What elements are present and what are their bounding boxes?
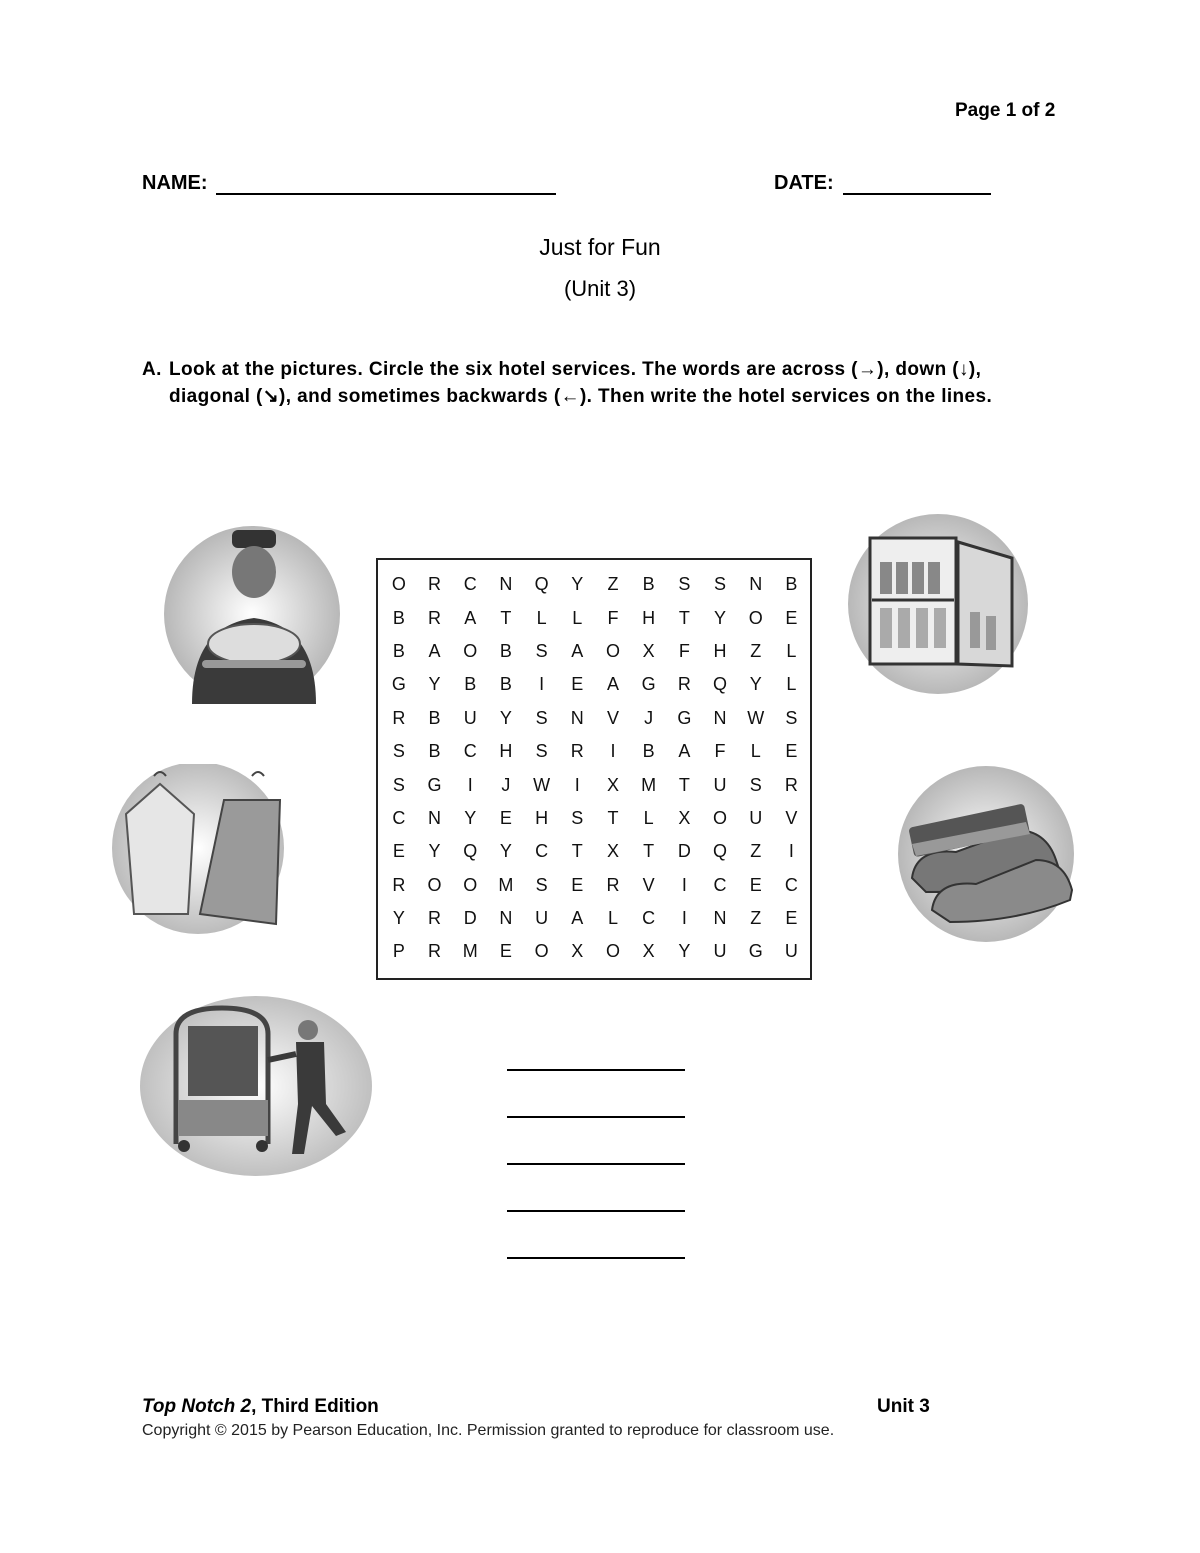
grid-letter[interactable]: U <box>463 707 477 728</box>
grid-letter[interactable]: A <box>428 640 441 661</box>
grid-row <box>381 702 809 735</box>
grid-letter[interactable]: V <box>785 807 798 828</box>
grid-letter[interactable]: M <box>498 874 514 895</box>
grid-letter[interactable]: E <box>749 874 762 895</box>
grid-letter[interactable]: T <box>678 774 690 795</box>
grid-letter[interactable]: S <box>392 774 405 795</box>
grid-letter[interactable]: Y <box>499 707 512 728</box>
footer-book-title <box>142 1396 379 1418</box>
grid-letter[interactable]: L <box>536 607 547 628</box>
grid-letter[interactable]: Z <box>607 574 619 595</box>
grid-letter[interactable]: Y <box>392 908 405 929</box>
grid-letter[interactable]: I <box>681 908 687 929</box>
grid-letter[interactable]: Q <box>713 674 728 695</box>
grid-row <box>381 601 809 634</box>
grid-letter[interactable]: L <box>750 741 761 762</box>
grid-letter[interactable]: X <box>678 807 691 828</box>
grid-letter[interactable]: C <box>535 841 549 862</box>
grid-letter[interactable]: B <box>642 574 655 595</box>
word-search-table <box>381 568 809 969</box>
name-label: NAME: <box>142 172 208 194</box>
grid-letter[interactable]: W <box>747 707 765 728</box>
grid-letter[interactable]: I <box>610 741 616 762</box>
grid-letter[interactable]: Y <box>571 574 584 595</box>
grid-letter[interactable]: G <box>748 941 763 962</box>
grid-letter[interactable]: X <box>606 841 619 862</box>
grid-letter[interactable]: E <box>785 607 798 628</box>
grid-letter[interactable]: T <box>678 607 690 628</box>
grid-letter[interactable]: H <box>499 741 513 762</box>
grid-letter[interactable]: S <box>535 741 548 762</box>
grid-letter[interactable]: R <box>677 674 691 695</box>
grid-letter[interactable]: V <box>606 707 619 728</box>
grid-letter[interactable]: G <box>427 774 442 795</box>
grid-letter[interactable]: U <box>784 941 798 962</box>
grid-letter[interactable]: E <box>571 874 584 895</box>
grid-letter[interactable]: U <box>749 807 763 828</box>
grid-letter[interactable]: J <box>644 707 654 728</box>
grid-letter[interactable]: B <box>392 640 405 661</box>
grid-letter[interactable]: F <box>714 741 726 762</box>
grid-row <box>381 802 809 835</box>
book-edition: , Third Edition <box>251 1396 379 1417</box>
grid-letter[interactable]: A <box>464 607 477 628</box>
grid-letter[interactable]: S <box>571 807 584 828</box>
grid-letter[interactable]: L <box>607 908 618 929</box>
grid-letter[interactable]: N <box>499 908 513 929</box>
grid-letter[interactable]: X <box>571 941 584 962</box>
bellhop-with-tray-icon <box>162 526 348 704</box>
grid-letter[interactable]: B <box>428 741 441 762</box>
grid-row <box>381 902 809 935</box>
grid-letter[interactable]: S <box>678 574 691 595</box>
grid-row <box>381 568 809 601</box>
grid-letter[interactable]: T <box>643 841 655 862</box>
grid-letter[interactable]: G <box>641 674 656 695</box>
grid-letter[interactable]: I <box>681 874 687 895</box>
grid-letter[interactable]: L <box>786 640 797 661</box>
grid-letter[interactable]: N <box>713 707 727 728</box>
grid-letter[interactable]: O <box>605 640 620 661</box>
grid-letter[interactable]: G <box>391 674 406 695</box>
grid-letter[interactable]: L <box>643 807 654 828</box>
grid-letter[interactable]: L <box>572 607 583 628</box>
grid-letter[interactable]: L <box>786 674 797 695</box>
grid-letter[interactable]: Y <box>678 941 691 962</box>
grid-letter[interactable]: S <box>392 741 405 762</box>
grid-letter[interactable]: Y <box>749 674 762 695</box>
worksheet-title: Just for Fun <box>539 234 661 260</box>
grid-letter[interactable]: O <box>534 941 549 962</box>
grid-letter[interactable]: R <box>428 908 442 929</box>
grid-letter[interactable]: R <box>392 707 406 728</box>
grid-letter[interactable]: N <box>713 908 727 929</box>
grid-letter[interactable]: J <box>501 774 511 795</box>
answer-line-5[interactable] <box>507 1257 685 1259</box>
grid-letter[interactable]: U <box>713 774 727 795</box>
word-search-grid[interactable] <box>376 558 812 980</box>
grid-letter[interactable]: T <box>607 807 619 828</box>
grid-letter[interactable]: B <box>428 707 441 728</box>
grid-letter[interactable]: C <box>784 874 798 895</box>
grid-letter[interactable]: X <box>642 941 655 962</box>
grid-letter[interactable]: A <box>571 640 584 661</box>
grid-letter[interactable]: P <box>392 941 405 962</box>
grid-letter[interactable]: R <box>784 774 798 795</box>
grid-letter[interactable]: Y <box>428 841 441 862</box>
grid-letter[interactable]: H <box>642 607 656 628</box>
grid-letter[interactable]: A <box>678 741 691 762</box>
grid-letter[interactable]: N <box>499 574 513 595</box>
date-field[interactable] <box>843 193 991 195</box>
grid-letter[interactable]: E <box>392 841 405 862</box>
grid-letter[interactable]: X <box>642 640 655 661</box>
minibar-fridge-icon <box>842 512 1032 698</box>
grid-row <box>381 668 809 701</box>
grid-letter[interactable]: O <box>605 941 620 962</box>
grid-letter[interactable]: U <box>535 908 549 929</box>
grid-row <box>381 869 809 902</box>
instructions <box>142 356 1062 410</box>
grid-letter[interactable]: C <box>463 741 477 762</box>
grid-letter[interactable]: N <box>749 574 763 595</box>
grid-letter[interactable]: S <box>535 707 548 728</box>
footer-copyright: Copyright © 2015 by Pearson Education, Inc. Permission granted to reproduce for classroom use. <box>142 1422 835 1439</box>
grid-letter[interactable]: W <box>533 774 551 795</box>
grid-letter[interactable]: R <box>606 874 620 895</box>
grid-letter[interactable]: B <box>392 607 405 628</box>
grid-letter[interactable]: I <box>467 774 473 795</box>
grid-letter[interactable]: O <box>463 874 478 895</box>
grid-letter[interactable]: Y <box>428 674 441 695</box>
grid-letter[interactable]: H <box>713 640 727 661</box>
grid-letter[interactable]: T <box>500 607 512 628</box>
grid-letter[interactable]: B <box>499 674 512 695</box>
shoe-shine-icon <box>896 760 1076 948</box>
grid-letter[interactable]: O <box>391 574 406 595</box>
grid-letter[interactable]: E <box>785 741 798 762</box>
date-label: DATE: <box>774 172 834 194</box>
grid-letter[interactable]: F <box>678 640 690 661</box>
answer-line-2[interactable] <box>507 1116 685 1118</box>
answer-line-4[interactable] <box>507 1210 685 1212</box>
grid-row <box>381 735 809 768</box>
grid-letter[interactable]: I <box>539 674 545 695</box>
grid-row <box>381 768 809 801</box>
grid-letter[interactable]: Y <box>714 607 727 628</box>
answer-line-1[interactable] <box>507 1069 685 1071</box>
grid-letter[interactable]: I <box>788 841 794 862</box>
grid-row <box>381 835 809 868</box>
grid-letter[interactable]: N <box>570 707 584 728</box>
grid-letter[interactable]: B <box>499 640 512 661</box>
grid-letter[interactable]: D <box>677 841 691 862</box>
grid-letter[interactable]: Q <box>713 841 728 862</box>
grid-letter[interactable]: R <box>428 607 442 628</box>
laundry-clothes-icon <box>104 764 294 940</box>
grid-letter[interactable]: Y <box>464 807 477 828</box>
grid-letter[interactable]: B <box>785 574 798 595</box>
grid-letter[interactable]: F <box>607 607 619 628</box>
grid-letter[interactable]: A <box>606 674 619 695</box>
bellhop-with-luggage-cart-icon <box>140 994 372 1176</box>
grid-letter[interactable]: O <box>463 640 478 661</box>
grid-letter[interactable]: O <box>713 807 728 828</box>
grid-letter[interactable]: M <box>462 941 478 962</box>
grid-letter[interactable]: B <box>642 741 655 762</box>
grid-row <box>381 935 809 968</box>
grid-letter[interactable]: A <box>571 908 584 929</box>
grid-letter[interactable]: N <box>428 807 442 828</box>
grid-letter[interactable]: R <box>428 574 442 595</box>
grid-letter[interactable]: G <box>677 707 692 728</box>
grid-letter[interactable]: M <box>641 774 657 795</box>
grid-letter[interactable]: S <box>714 574 727 595</box>
footer-unit: Unit 3 <box>877 1396 930 1417</box>
grid-row <box>381 635 809 668</box>
book-title: Top Notch 2 <box>142 1396 252 1417</box>
grid-letter[interactable]: C <box>463 574 477 595</box>
grid-letter[interactable]: R <box>428 941 442 962</box>
grid-letter[interactable]: C <box>392 807 406 828</box>
grid-letter[interactable]: B <box>464 674 477 695</box>
grid-letter[interactable]: E <box>499 941 512 962</box>
grid-letter[interactable]: Z <box>750 841 762 862</box>
grid-letter[interactable]: S <box>535 640 548 661</box>
grid-letter[interactable]: R <box>392 874 406 895</box>
grid-letter[interactable]: T <box>571 841 583 862</box>
grid-letter[interactable]: V <box>642 874 655 895</box>
grid-letter[interactable]: C <box>642 908 656 929</box>
grid-letter[interactable]: U <box>713 941 727 962</box>
grid-letter[interactable]: Q <box>463 841 478 862</box>
grid-letter[interactable]: E <box>571 674 584 695</box>
grid-letter[interactable]: O <box>427 874 442 895</box>
grid-letter[interactable]: S <box>749 774 762 795</box>
grid-letter[interactable]: Q <box>534 574 549 595</box>
grid-letter[interactable]: Z <box>750 640 762 661</box>
worksheet-subtitle: (Unit 3) <box>563 276 637 301</box>
grid-letter[interactable]: E <box>499 807 512 828</box>
grid-letter[interactable]: C <box>713 874 727 895</box>
grid-letter[interactable]: R <box>570 741 584 762</box>
grid-letter[interactable]: E <box>785 908 798 929</box>
grid-letter[interactable]: O <box>748 607 763 628</box>
grid-letter[interactable]: I <box>574 774 580 795</box>
grid-letter[interactable]: S <box>535 874 548 895</box>
grid-letter[interactable]: S <box>785 707 798 728</box>
grid-letter[interactable]: H <box>535 807 549 828</box>
answer-line-3[interactable] <box>507 1163 685 1165</box>
instruction-letter: A. <box>142 359 162 380</box>
page-number: Page 1 of 2 <box>955 100 1056 121</box>
instruction-text: Look at the pictures. Circle the six hotel services. The words are across (→), down (↓), diagonal (↘), and sometimes backwards (←). Then write the hotel services on the lines. <box>169 359 993 407</box>
grid-letter[interactable]: Y <box>499 841 512 862</box>
grid-letter[interactable]: D <box>463 908 477 929</box>
grid-letter[interactable]: X <box>606 774 619 795</box>
name-field[interactable] <box>216 193 556 195</box>
grid-letter[interactable]: Z <box>750 908 762 929</box>
